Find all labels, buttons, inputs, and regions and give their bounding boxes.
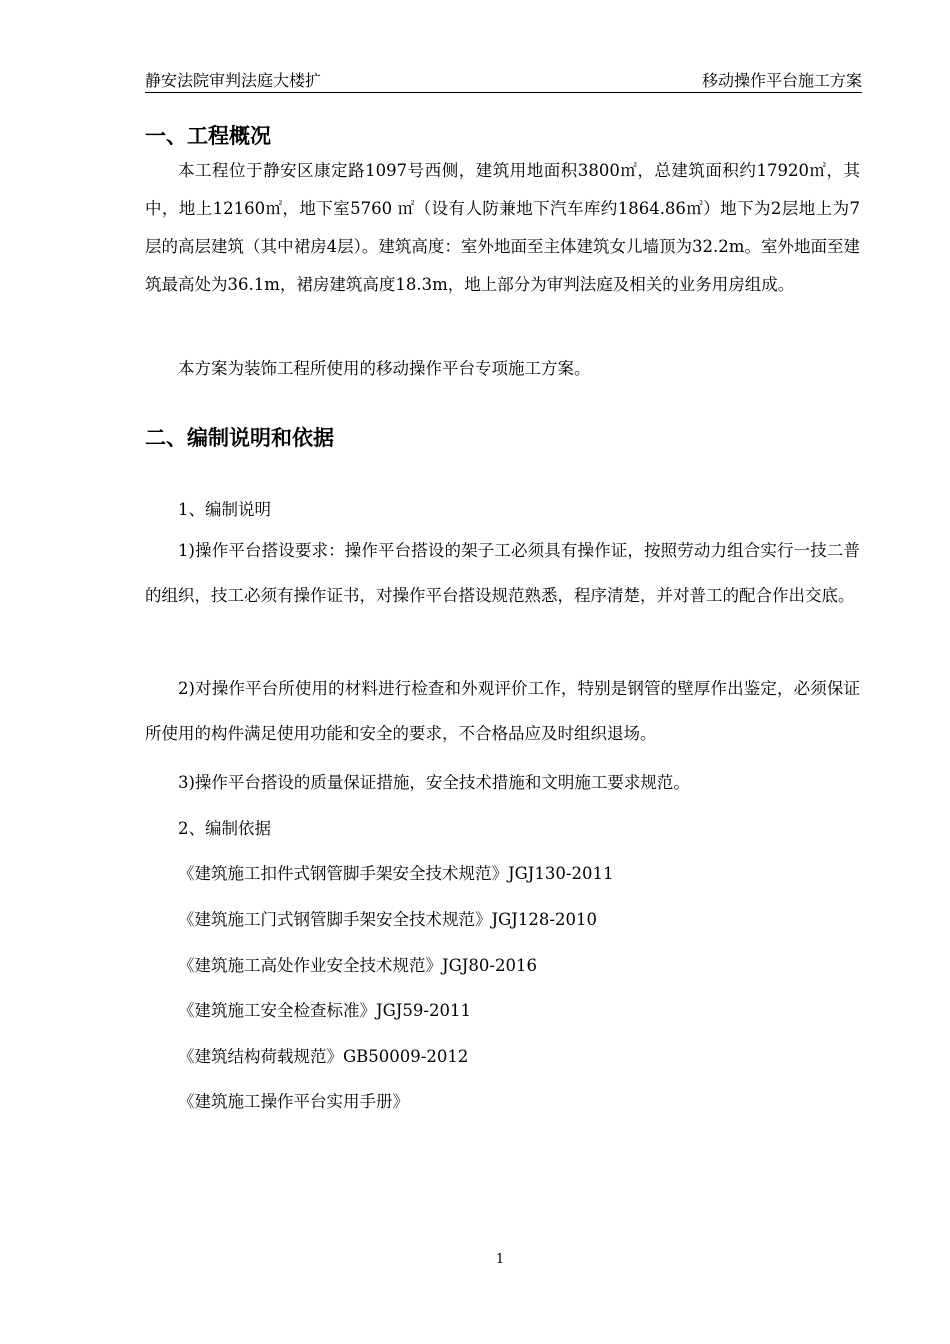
requirement-item-3: 3)操作平台搭设的质量保证措施，安全技术措施和文明施工要求规范。 [178, 773, 690, 792]
reference-item: 《建筑施工扣件式钢管脚手架安全技术规范》JGJ130-2011 [178, 864, 614, 883]
page-header [145, 64, 862, 93]
section-title-overview: 一、工程概况 [145, 124, 271, 148]
reference-item: 《建筑施工高处作业安全技术规范》JGJ80-2016 [178, 956, 537, 975]
reference-item: 《建筑施工安全检查标准》JGJ59-2011 [178, 1001, 471, 1020]
header-document-title: 移动操作平台施工方案 [701, 71, 862, 90]
reference-item: 《建筑施工门式钢管脚手架安全技术规范》JGJ128-2010 [178, 910, 597, 929]
requirement-item-1: 1)操作平台搭设要求：操作平台搭设的架子工必须具有操作证，按照劳动力组合实行一技二普的组织，技工必须有操作证书，对操作平台搭设规范熟悉，程序清楚，并对普工的配合作出交底。 [145, 541, 860, 605]
page-number: 1 [495, 1252, 505, 1267]
subheading-basis: 2、编制依据 [178, 819, 271, 838]
subheading-description: 1、编制说明 [178, 500, 271, 519]
reference-item: 《建筑施工操作平台实用手册》 [178, 1092, 409, 1111]
scope-paragraph: 本方案为装饰工程所使用的移动操作平台专项施工方案。 [178, 359, 591, 378]
header-project-name: 静安法院审判法庭大楼扩 [145, 71, 322, 90]
reference-item: 《建筑结构荷载规范》GB50009-2012 [178, 1047, 469, 1066]
overview-paragraph: 本工程位于静安区康定路1097号西侧，建筑用地面积3800㎡，总建筑面积约17920㎡，其中，地上12160㎡，地下室5760 ㎡（设有人防兼地下汽车库约1864.86㎡）地下为2层地上为7层的高层建筑（其中裙房4层）。建筑高度：室外地面至主体建筑女儿墙顶为32.2m。室外地面至建筑最高处为36.1m，裙房建筑高度18.3m，地上部分为审判法庭及相关的业务用房组成。 [145, 161, 860, 294]
requirement-item-2: 2)对操作平台所使用的材料进行检查和外观评价工作，特别是钢管的壁厚作出鉴定，必须保证所使用的构件满足使用功能和安全的要求，不合格品应及时组织退场。 [145, 679, 860, 743]
section-title-basis: 二、编制说明和依据 [145, 426, 334, 450]
